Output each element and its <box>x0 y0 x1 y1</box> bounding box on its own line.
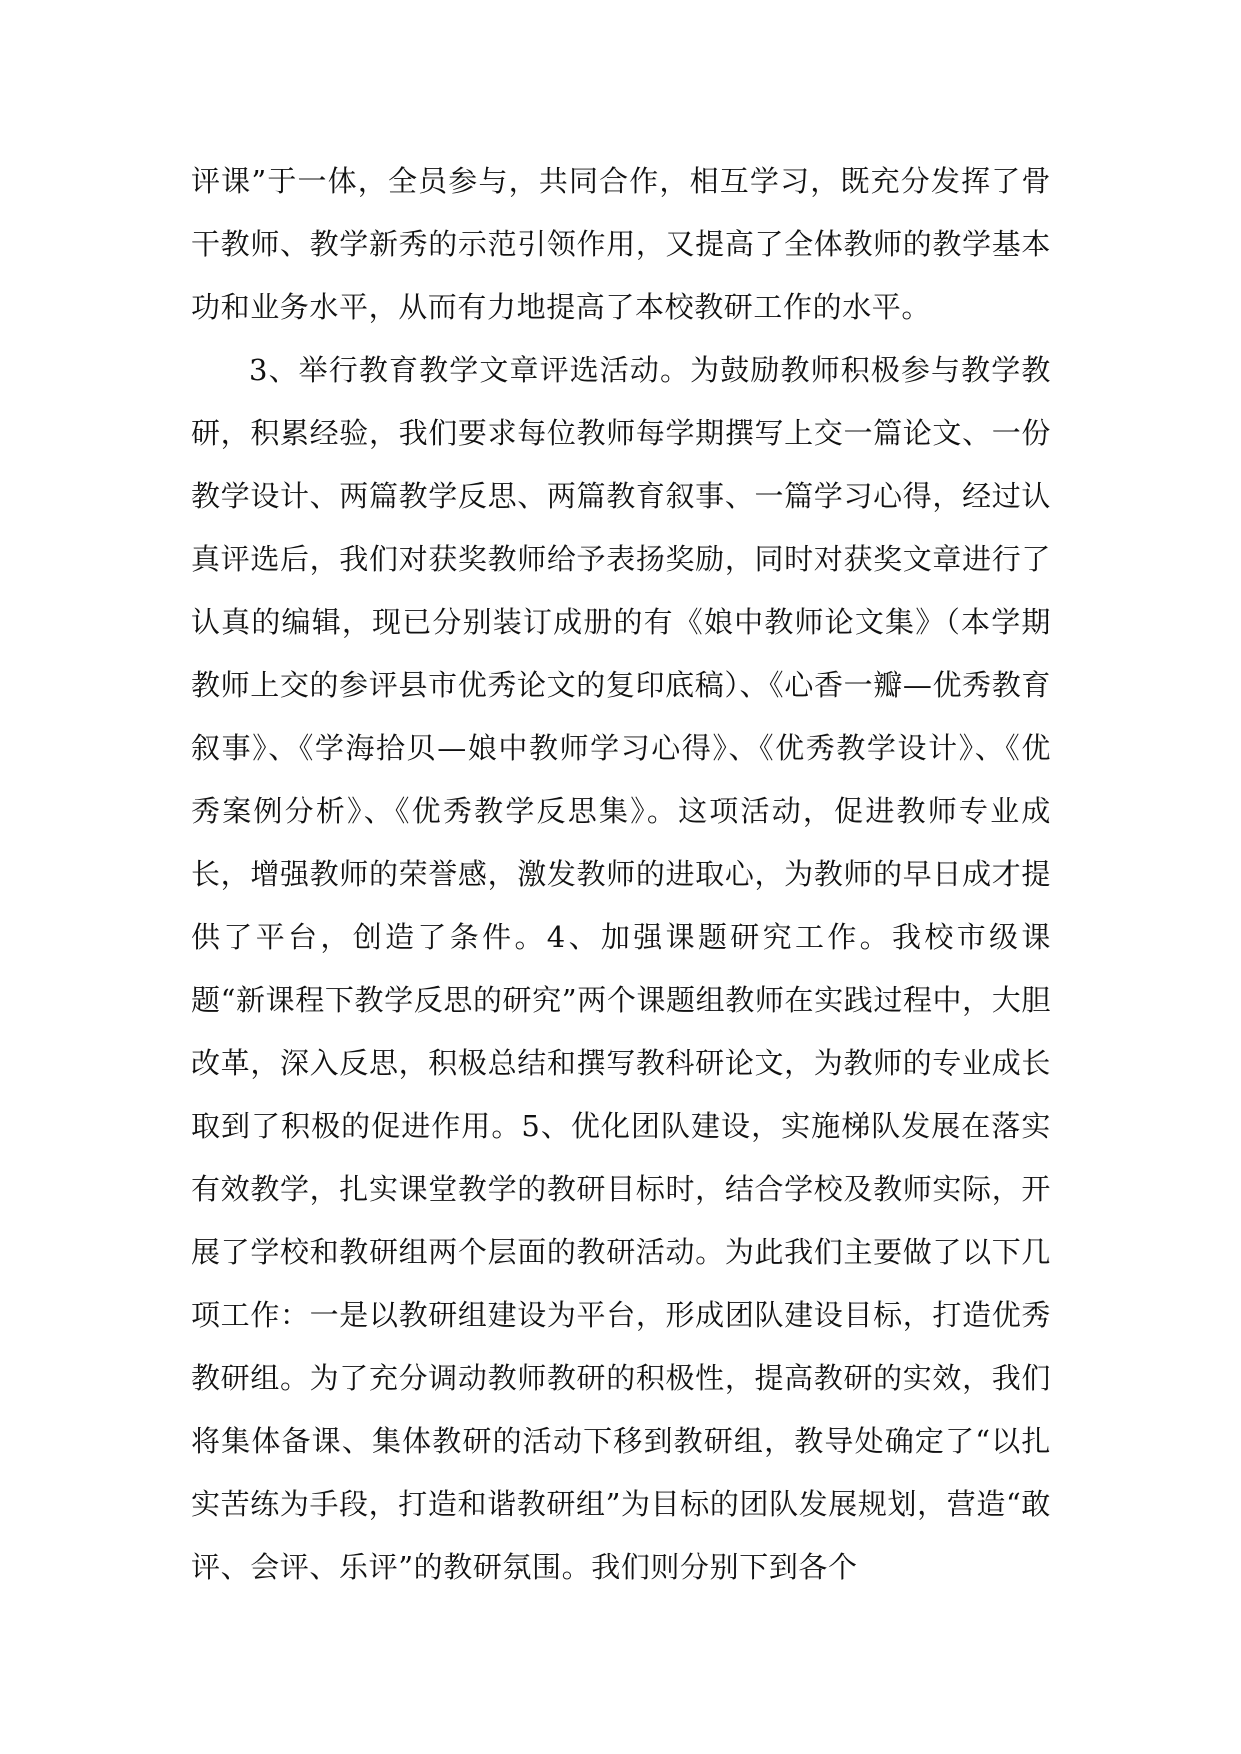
paragraph-continuation: 评课”于一体，全员参与，共同合作，相互学习，既充分发挥了骨干教师、教学新秀的示范引领作用，又提高了全体教师的教学基本功和业务水平，从而有力地提高了本校教研工作的水平。 <box>191 164 1051 324</box>
document-body <box>191 150 1051 1599</box>
paragraph-article-selection: 3、举行教育教学文章评选活动。为鼓励教师积极参与教学教研，积累经验，我们要求每位教师每学期撰写上交一篇论文、一份教学设计、两篇教学反思、两篇教育叙事、一篇学习心得，经过认真评选后，我们对获奖教师给予表扬奖励，同时对获奖文章进行了认真的编辑，现已分别装订成册的有《娘中教师论文集》（本学期教师上交的参评县市优秀论文的复印底稿）、《心香一瓣—优秀教育叙事》、《学海拾贝—娘中教师学习心得》、《优秀教学设计》、《优秀案例分析》、《优秀教学反思集》。这项活动，促进教师专业成长，增强教师的荣誉感，激发教师的进取心，为教师的早日成才提供了平台，创造了条件。4、加强课题研究工作。我校市级课题“新课程下教学反思的研究”两个课题组教师在实践过程中，大胆改革，深入反思，积极总结和撰写教科研论文，为教师的专业成长取到了积极的促进作用。5、优化团队建设，实施梯队发展在落实有效教学，扎实课堂教学的教研目标时，结合学校及教师实际，开展了学校和教研组两个层面的教研活动。为此我们主要做了以下几项工作：一是以教研组建设为平台，形成团队建设目标，打造优秀教研组。为了充分调动教师教研的积极性，提高教研的实效，我们将集体备课、集体教研的活动下移到教研组，教导处确定了“以扎实苦练为手段，打造和谐教研组”为目标的团队发展规划，营造“敢评、会评、乐评”的教研氛围。我们则分别下到各个 <box>191 353 1051 1584</box>
